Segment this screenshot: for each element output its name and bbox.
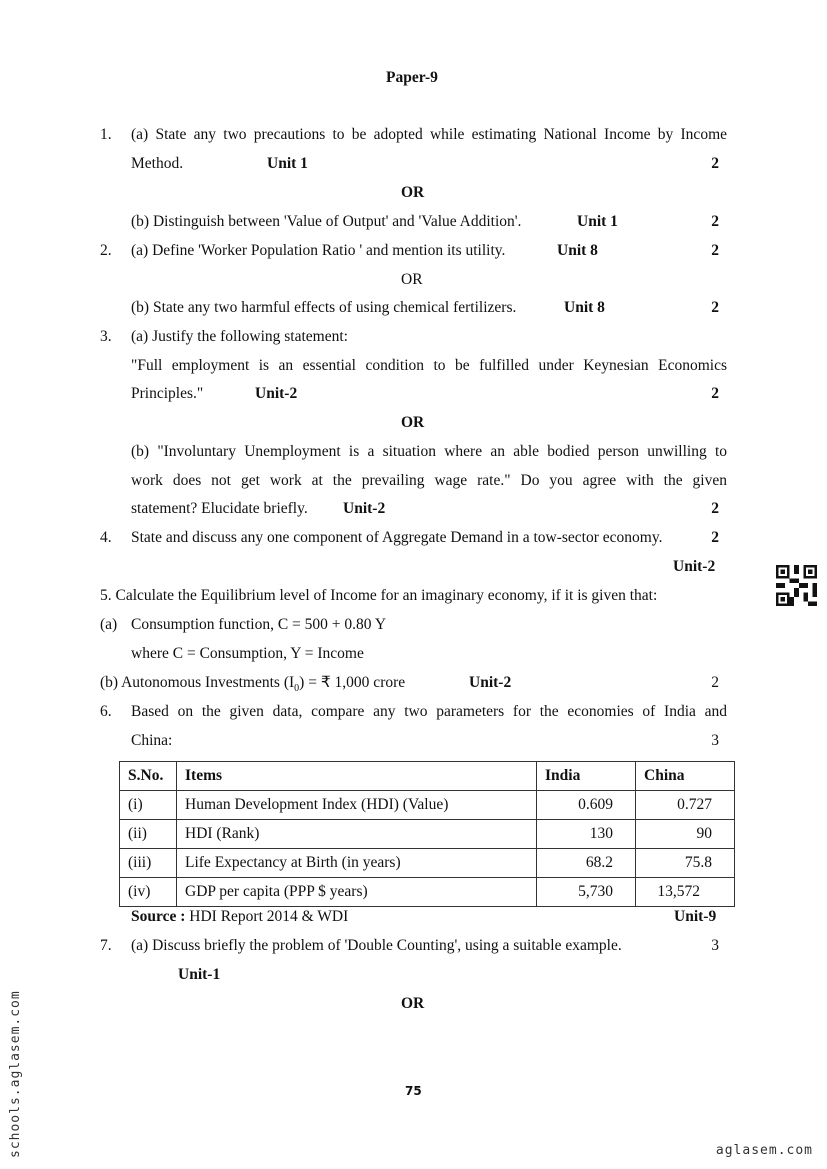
- q5b-pre: (b) Autonomous Investments (I: [100, 674, 295, 691]
- cell-china: 0.727: [636, 791, 735, 820]
- q5b-sub: 0: [294, 683, 300, 695]
- cell-sno: (ii): [120, 820, 177, 849]
- q2a-text: (a) Define 'Worker Population Ratio ' and mention its utility.: [131, 242, 506, 259]
- q4-unit: Unit-2: [673, 558, 716, 575]
- q7-or: OR: [401, 995, 425, 1012]
- header-china: China: [636, 762, 735, 791]
- q3a-unit: Unit-2: [255, 385, 298, 402]
- cell-india: 5,730: [537, 878, 636, 907]
- table-row: [120, 849, 735, 878]
- cell-india: 130: [537, 820, 636, 849]
- bottom-watermark: aglasem.com: [715, 1143, 813, 1158]
- q5a-where: where C = Consumption, Y = Income: [131, 645, 364, 662]
- cell-sno: (iii): [120, 849, 177, 878]
- q1b-text: (b) Distinguish between 'Value of Output' and 'Value Addition'.: [131, 213, 522, 230]
- q2b-unit: Unit 8: [564, 299, 605, 316]
- q3a-marks: 2: [711, 385, 719, 402]
- q1b-unit: Unit 1: [577, 213, 618, 230]
- q2b-text: (b) State any two harmful effects of using chemical fertilizers.: [131, 299, 517, 316]
- q1b-marks: 2: [711, 213, 719, 230]
- q3b-text-2: work does not get work at the prevailing wage rate." Do you agree with the given: [131, 472, 727, 489]
- q5a-label: (a): [100, 616, 118, 633]
- cell-item: Human Development Index (HDI) (Value): [177, 791, 537, 820]
- q4-marks: 2: [711, 529, 719, 546]
- cell-china: 90: [636, 820, 735, 849]
- cell-item: HDI (Rank): [177, 820, 537, 849]
- qr-code-icon: [776, 565, 817, 606]
- q7a-unit: Unit-1: [178, 966, 221, 983]
- q3b-text-3: statement? Elucidate briefly.: [131, 500, 308, 517]
- cell-india: 0.609: [537, 791, 636, 820]
- q3a-statement: "Full employment is an essential condition to be fulfilled under Keynesian Economics: [131, 357, 727, 374]
- cell-sno: (i): [120, 791, 177, 820]
- q3b-marks: 2: [711, 500, 719, 517]
- q7-number: 7.: [100, 937, 112, 954]
- q4-number: 4.: [100, 529, 112, 546]
- q1a-text-2: Method.: [131, 155, 184, 172]
- q1-or: OR: [401, 184, 425, 201]
- q1a-text: (a) State any two precautions to be adopted while estimating National Income by Income: [131, 126, 727, 143]
- q3a-statement-2: Principles.": [131, 385, 204, 402]
- cell-india: 68.2: [537, 849, 636, 878]
- cell-sno: (iv): [120, 878, 177, 907]
- header-items: Items: [177, 762, 537, 791]
- q5-unit: Unit-2: [469, 674, 512, 691]
- cell-china: 75.8: [636, 849, 735, 878]
- source-text: HDI Report 2014 & WDI: [185, 908, 349, 925]
- q3b-text: (b) "Involuntary Unemployment is a situation where an able bodied person unwilling to: [131, 443, 727, 460]
- q1a-marks: 2: [711, 155, 719, 172]
- cell-china: 13,572: [636, 878, 735, 907]
- page-title: Paper-9: [386, 69, 438, 86]
- table-row: [120, 791, 735, 820]
- page-number: 75: [405, 1084, 422, 1098]
- q7a-marks: 3: [711, 937, 719, 954]
- table-source: [131, 907, 348, 927]
- q6-text-2: China:: [131, 732, 173, 749]
- q2a-unit: Unit 8: [557, 242, 598, 259]
- q5b-text: [100, 673, 405, 699]
- q3b-unit: Unit-2: [343, 500, 386, 517]
- q7a-text: (a) Discuss briefly the problem of 'Double Counting', using a suitable example.: [131, 937, 622, 954]
- header-india: India: [537, 762, 636, 791]
- q6-unit: Unit-9: [674, 908, 717, 925]
- q5-marks: 2: [711, 674, 719, 691]
- q5a-text: Consumption function, C = 500 + 0.80 Y: [131, 616, 387, 633]
- q2a-marks: 2: [711, 242, 719, 259]
- q5-text: 5. Calculate the Equilibrium level of Income for an imaginary economy, if it is given that:: [100, 587, 658, 604]
- cell-item: Life Expectancy at Birth (in years): [177, 849, 537, 878]
- table-row: [120, 820, 735, 849]
- q6-marks: 3: [711, 732, 719, 749]
- q6-number: 6.: [100, 703, 112, 720]
- q4-text: State and discuss any one component of Aggregate Demand in a tow-sector economy.: [131, 529, 663, 546]
- q2b-marks: 2: [711, 299, 719, 316]
- q3-number: 3.: [100, 328, 112, 345]
- header-sno: S.No.: [120, 762, 177, 791]
- source-label: Source :: [131, 908, 186, 925]
- q1-number: 1.: [100, 126, 112, 143]
- table-row: [120, 878, 735, 907]
- q6-text: Based on the given data, compare any two parameters for the economies of India and: [131, 703, 727, 720]
- q3a-text: (a) Justify the following statement:: [131, 328, 348, 345]
- q5b-post: ) = ₹ 1,000 crore: [299, 674, 406, 691]
- q2-number: 2.: [100, 242, 112, 259]
- q1a-unit: Unit 1: [267, 155, 308, 172]
- q2-or: OR: [401, 271, 423, 288]
- comparison-table: [119, 761, 735, 907]
- q3-or: OR: [401, 414, 425, 431]
- table-header-row: [120, 762, 735, 791]
- cell-item: GDP per capita (PPP $ years): [177, 878, 537, 907]
- side-watermark: schools.aglasem.com: [8, 990, 23, 1158]
